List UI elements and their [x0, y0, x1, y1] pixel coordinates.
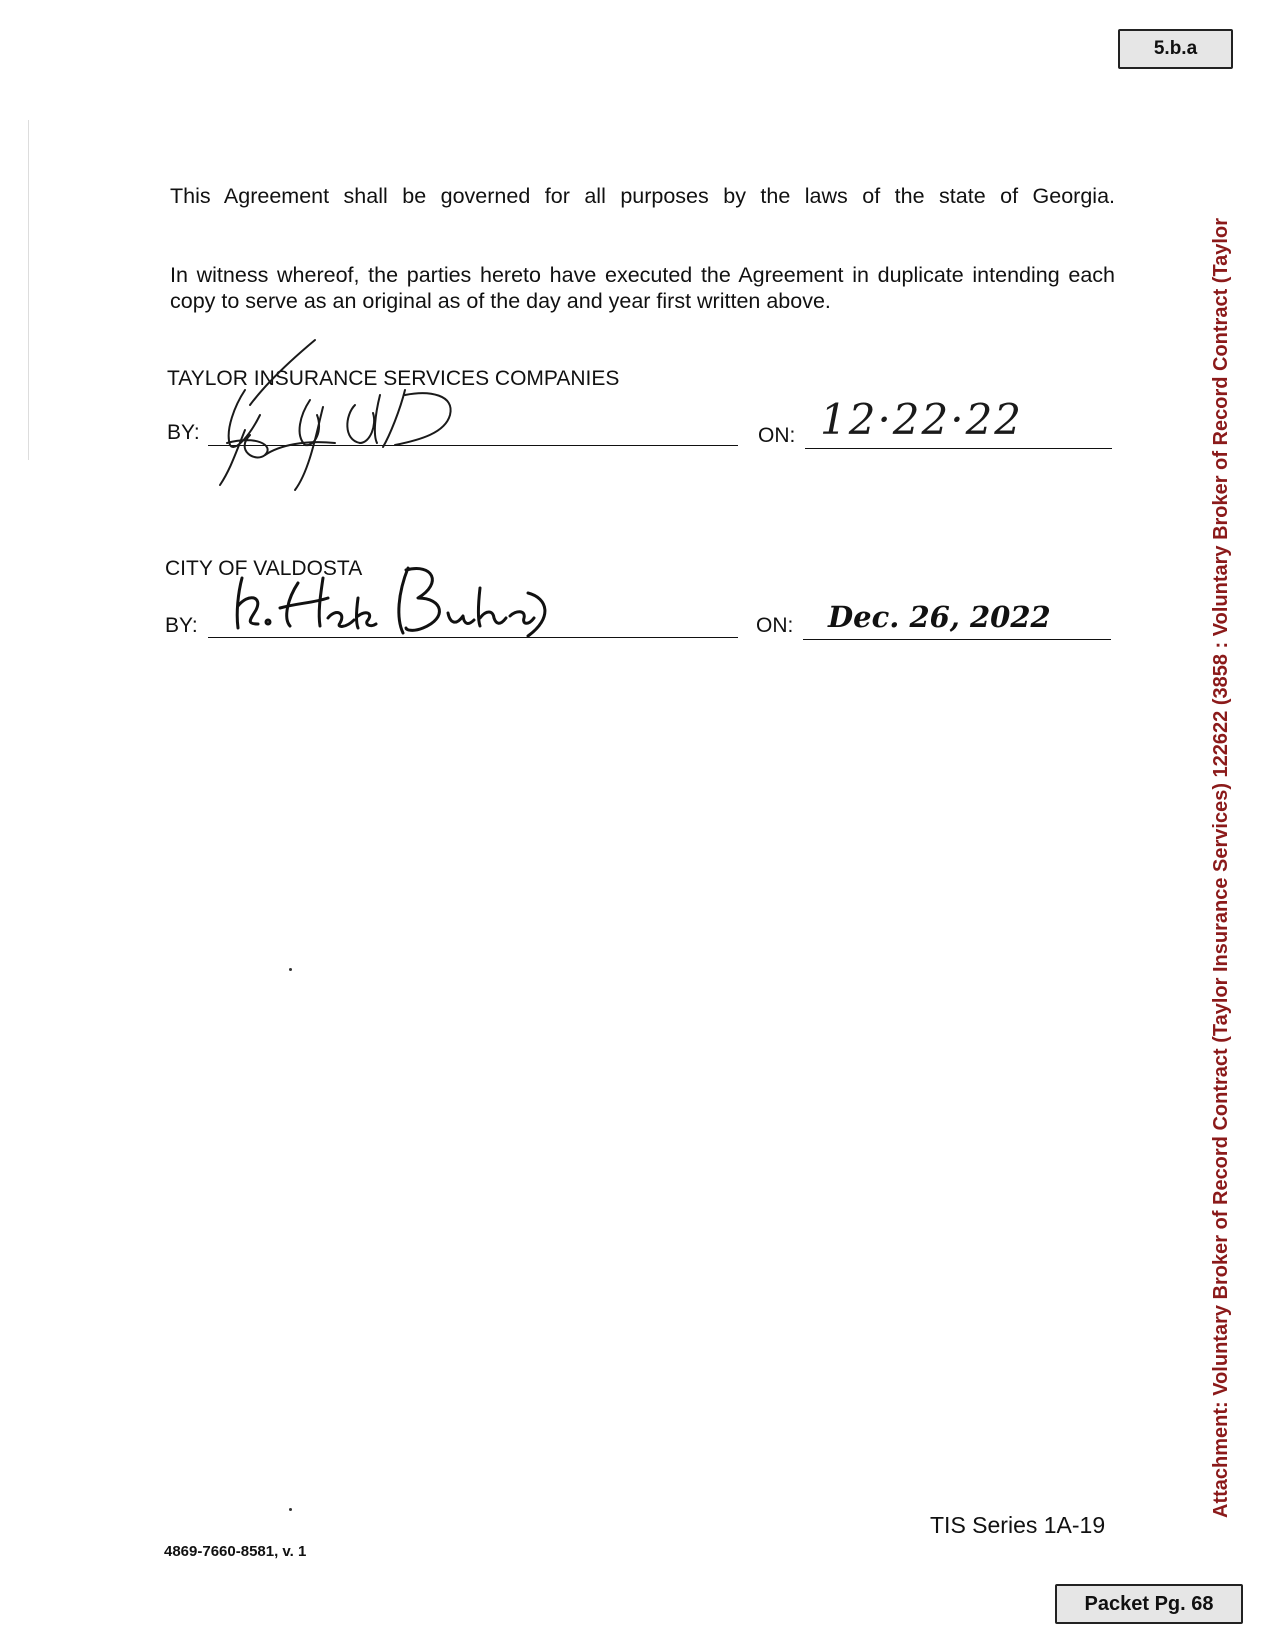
signature-taylor — [205, 335, 505, 495]
governing-law-text: This Agreement shall be governed for all purposes by the laws of the state of Georgia. — [170, 184, 1115, 208]
scan-dot — [289, 1508, 292, 1511]
witness-text-line1: In witness whereof, the parties hereto have executed the Agreement in duplicate intending each — [170, 263, 1115, 287]
attachment-sidebar-text: Attachment: Voluntary Broker of Record Contract (Taylor Insurance Services) 122622 (3858 : Voluntary Broker of Record Contract (Taylor — [1210, 218, 1232, 1518]
date-line-valdosta — [803, 639, 1111, 640]
date-valdosta: Dec. 26, 2022 — [828, 600, 1051, 634]
scan-dot — [289, 968, 292, 971]
packet-page-tag: Packet Pg. 68 — [1055, 1584, 1243, 1624]
document-id: 4869-7660-8581, v. 1 — [164, 1543, 307, 1560]
by-label-valdosta: BY: — [165, 614, 198, 637]
on-label-valdosta: ON: — [756, 614, 794, 637]
on-label-taylor: ON: — [758, 424, 796, 447]
party-name-taylor: TAYLOR INSURANCE SERVICES COMPANIES — [167, 367, 620, 390]
signature-valdosta — [228, 558, 558, 648]
by-label-taylor: BY: — [167, 421, 200, 444]
witness-text-line2: copy to serve as an original as of the day and year first written above. — [170, 289, 831, 313]
item-tag: 5.b.a — [1118, 29, 1233, 69]
date-line-taylor — [805, 448, 1112, 449]
series-label: TIS Series 1A-19 — [930, 1512, 1106, 1538]
party-name-valdosta: CITY OF VALDOSTA — [165, 557, 363, 580]
attachment-sidebar — [1205, 148, 1237, 1518]
scan-edge-mark — [28, 120, 29, 460]
date-taylor: 12·22·22 — [820, 395, 1024, 444]
